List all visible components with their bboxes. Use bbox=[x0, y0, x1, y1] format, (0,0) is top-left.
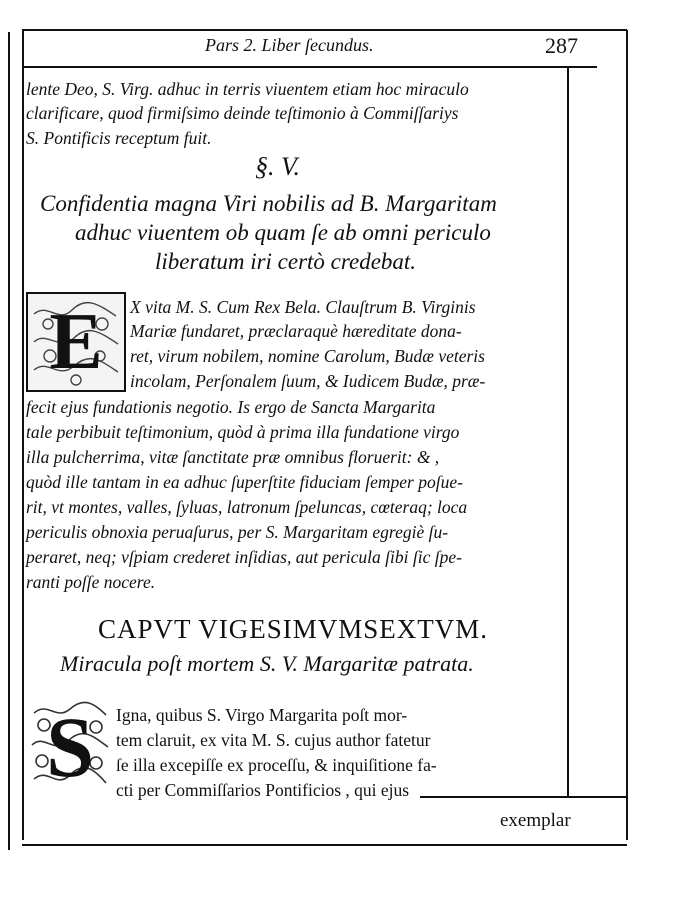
top-rule bbox=[22, 29, 627, 31]
continuation-line-1: lente Deo, S. Virg. adhuc in terris viuentem etiam hoc miraculo bbox=[26, 79, 469, 99]
continuation-line-3: S. Pontificis receptum fuit. bbox=[26, 128, 212, 148]
body-line-3: ret, virum nobilem, nomine Carolum, Budæ veteris bbox=[130, 346, 485, 366]
initial-letter: E bbox=[49, 297, 103, 386]
decorated-initial-s bbox=[30, 699, 110, 795]
body-line-8: quòd ille tantam in ea adhuc ſuperſtite fiduciam ſemper poſue- bbox=[26, 472, 463, 492]
catchword-rule bbox=[420, 796, 626, 798]
right-outer-border bbox=[626, 30, 628, 840]
running-title: Pars 2. Liber ſecundus. bbox=[205, 35, 374, 55]
header-rule bbox=[22, 66, 597, 68]
decorated-initial-e bbox=[26, 292, 126, 392]
chapter-line-1: Igna, quibus S. Virgo Margarita poſt mor- bbox=[116, 705, 408, 725]
section-title-line-2: adhuc viuentem ob quam ſe ab omni periculo bbox=[75, 220, 491, 245]
bottom-rule bbox=[22, 844, 627, 846]
body-line-10: periculis obnoxia peruaſurus, per S. Margaritam egregiè ſu- bbox=[26, 522, 449, 542]
body-line-2: Mariæ fundaret, præclaraquè hæreditate dona- bbox=[130, 321, 462, 341]
body-line-7: illa pulcherrima, vitæ ſanctitate præ omnibus floruerit: & , bbox=[26, 447, 440, 467]
section-title-line-3: liberatum iri certò credebat. bbox=[155, 249, 417, 274]
body-line-1: X vita M. S. Cum Rex Bela. Clauſtrum B. Virginis bbox=[130, 297, 476, 317]
left-border bbox=[8, 32, 10, 850]
body-line-6: tale perbibuit teſtimonium, quòd à prima illa fundatione virgo bbox=[26, 422, 460, 442]
page-number: 287 bbox=[545, 33, 578, 58]
chapter-title: CAPVT VIGESIMVMSEXTVM. bbox=[98, 614, 489, 644]
continuation-line-2: clarificare, quod firmiſsimo deinde teſtimonio à Commiſſariys bbox=[26, 103, 459, 123]
section-mark: §. V. bbox=[255, 152, 301, 181]
catchword: exemplar bbox=[500, 810, 571, 831]
body-line-4: incolam, Perſonalem ſuum, & Iudicem Budæ, præ- bbox=[130, 371, 486, 391]
body-line-12: ranti poſſe nocere. bbox=[26, 572, 156, 592]
right-border bbox=[567, 66, 569, 796]
body-line-5: fecit ejus fundationis negotio. Is ergo de Sancta Margarita bbox=[26, 397, 436, 417]
chapter-line-4: cti per Commiſſarios Pontificios , qui ejus bbox=[116, 780, 410, 800]
body-line-11: peraret, neq; vſpiam crederet inſidias, aut pericula ſibi ſic ſpe- bbox=[26, 547, 462, 567]
chapter-subtitle: Miracula poſt mortem S. V. Margaritæ patrata. bbox=[60, 651, 474, 676]
chapter-line-2: tem claruit, ex vita M. S. cujus author fatetur bbox=[116, 730, 431, 750]
section-title-line-1: Confidentia magna Viri nobilis ad B. Margaritam bbox=[40, 191, 497, 216]
initial-letter-s: S bbox=[46, 699, 94, 795]
chapter-line-3: ſe illa excepiſſe ex proceſſu, & inquiſitione fa- bbox=[116, 755, 437, 775]
left-inner-border bbox=[22, 30, 24, 840]
body-line-9: rit, vt montes, valles, ſyluas, latronum ſpeluncas, cœteraq; loca bbox=[26, 497, 468, 517]
